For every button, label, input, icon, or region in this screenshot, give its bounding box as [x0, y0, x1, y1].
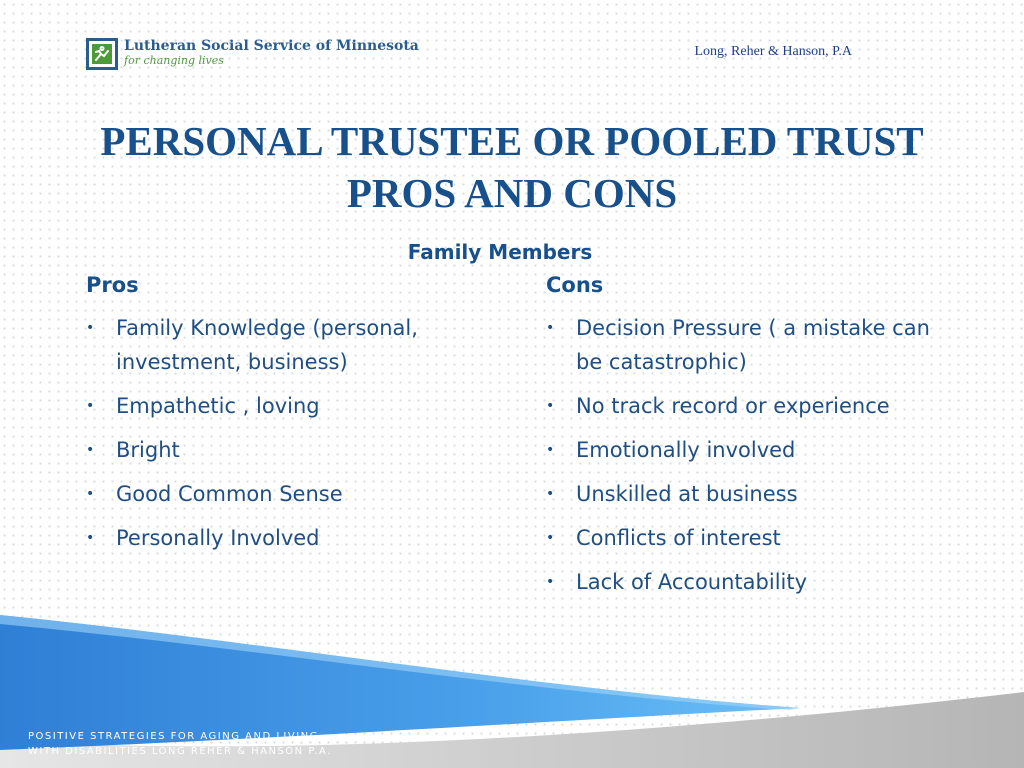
pros-item-text: Bright [116, 438, 180, 462]
logo-tagline: for changing lives [124, 54, 224, 67]
pros-item [86, 477, 486, 511]
cons-heading: Cons [546, 273, 604, 297]
bullet-icon: • [86, 442, 95, 458]
cons-item-text: Conflicts of interest [576, 526, 781, 550]
bullet-icon: • [546, 574, 555, 590]
bullet-icon: • [86, 398, 95, 414]
pros-item-text: Family Knowledge (personal, investment, business) [116, 316, 418, 374]
slide-title [40, 115, 984, 219]
cons-item-text: Decision Pressure ( a mistake can be catastrophic) [576, 316, 930, 374]
bullet-icon: • [546, 320, 555, 336]
bullet-icon: • [86, 530, 95, 546]
cons-list [546, 311, 946, 599]
cons-item [546, 565, 946, 599]
lssm-logo [86, 38, 419, 74]
slide-title-line-2: PROS AND CONS [346, 170, 678, 216]
cons-item [546, 311, 946, 379]
bullet-icon: • [546, 398, 555, 414]
cons-item [546, 521, 946, 555]
cons-item-text: Emotionally involved [576, 438, 796, 462]
cons-column [546, 273, 946, 609]
bullet-icon: • [546, 486, 555, 502]
logo-name: Lutheran Social Service of Minnesota [124, 38, 419, 54]
slide-subtitle: Family Members [407, 240, 593, 264]
pros-item-text: Personally Involved [116, 526, 320, 550]
cons-item [546, 477, 946, 511]
pros-item [86, 311, 486, 379]
bullet-icon: • [86, 320, 95, 336]
cons-item [546, 433, 946, 467]
pros-item [86, 389, 486, 423]
pros-column [86, 273, 486, 565]
cons-item-text: Lack of Accountability [576, 570, 808, 594]
slide-title-line-1: PERSONAL TRUSTEE OR POOLED TRUST [100, 118, 924, 164]
bullet-icon: • [546, 530, 555, 546]
pros-item-text: Good Common Sense [116, 482, 343, 506]
cons-item-text: No track record or experience [576, 394, 890, 418]
pros-list [86, 311, 486, 555]
bullet-icon: • [86, 486, 95, 502]
firm-name: Long, Reher & Hanson, P.A [694, 44, 852, 59]
footer-line-1: POSITIVE STRATEGIES FOR AGING AND LIVING [28, 731, 319, 742]
bullet-icon: • [546, 442, 555, 458]
footer-line-2: WITH DISABILITIES LONG REHER & HANSON P.A. [28, 746, 332, 757]
pros-heading: Pros [86, 273, 139, 297]
pros-item-text: Empathetic , loving [116, 394, 320, 418]
pros-item [86, 433, 486, 467]
pros-item [86, 521, 486, 555]
cons-item [546, 389, 946, 423]
cons-item-text: Unskilled at business [576, 482, 798, 506]
running-figure-logo-icon [86, 38, 118, 70]
footer-text [28, 729, 332, 759]
